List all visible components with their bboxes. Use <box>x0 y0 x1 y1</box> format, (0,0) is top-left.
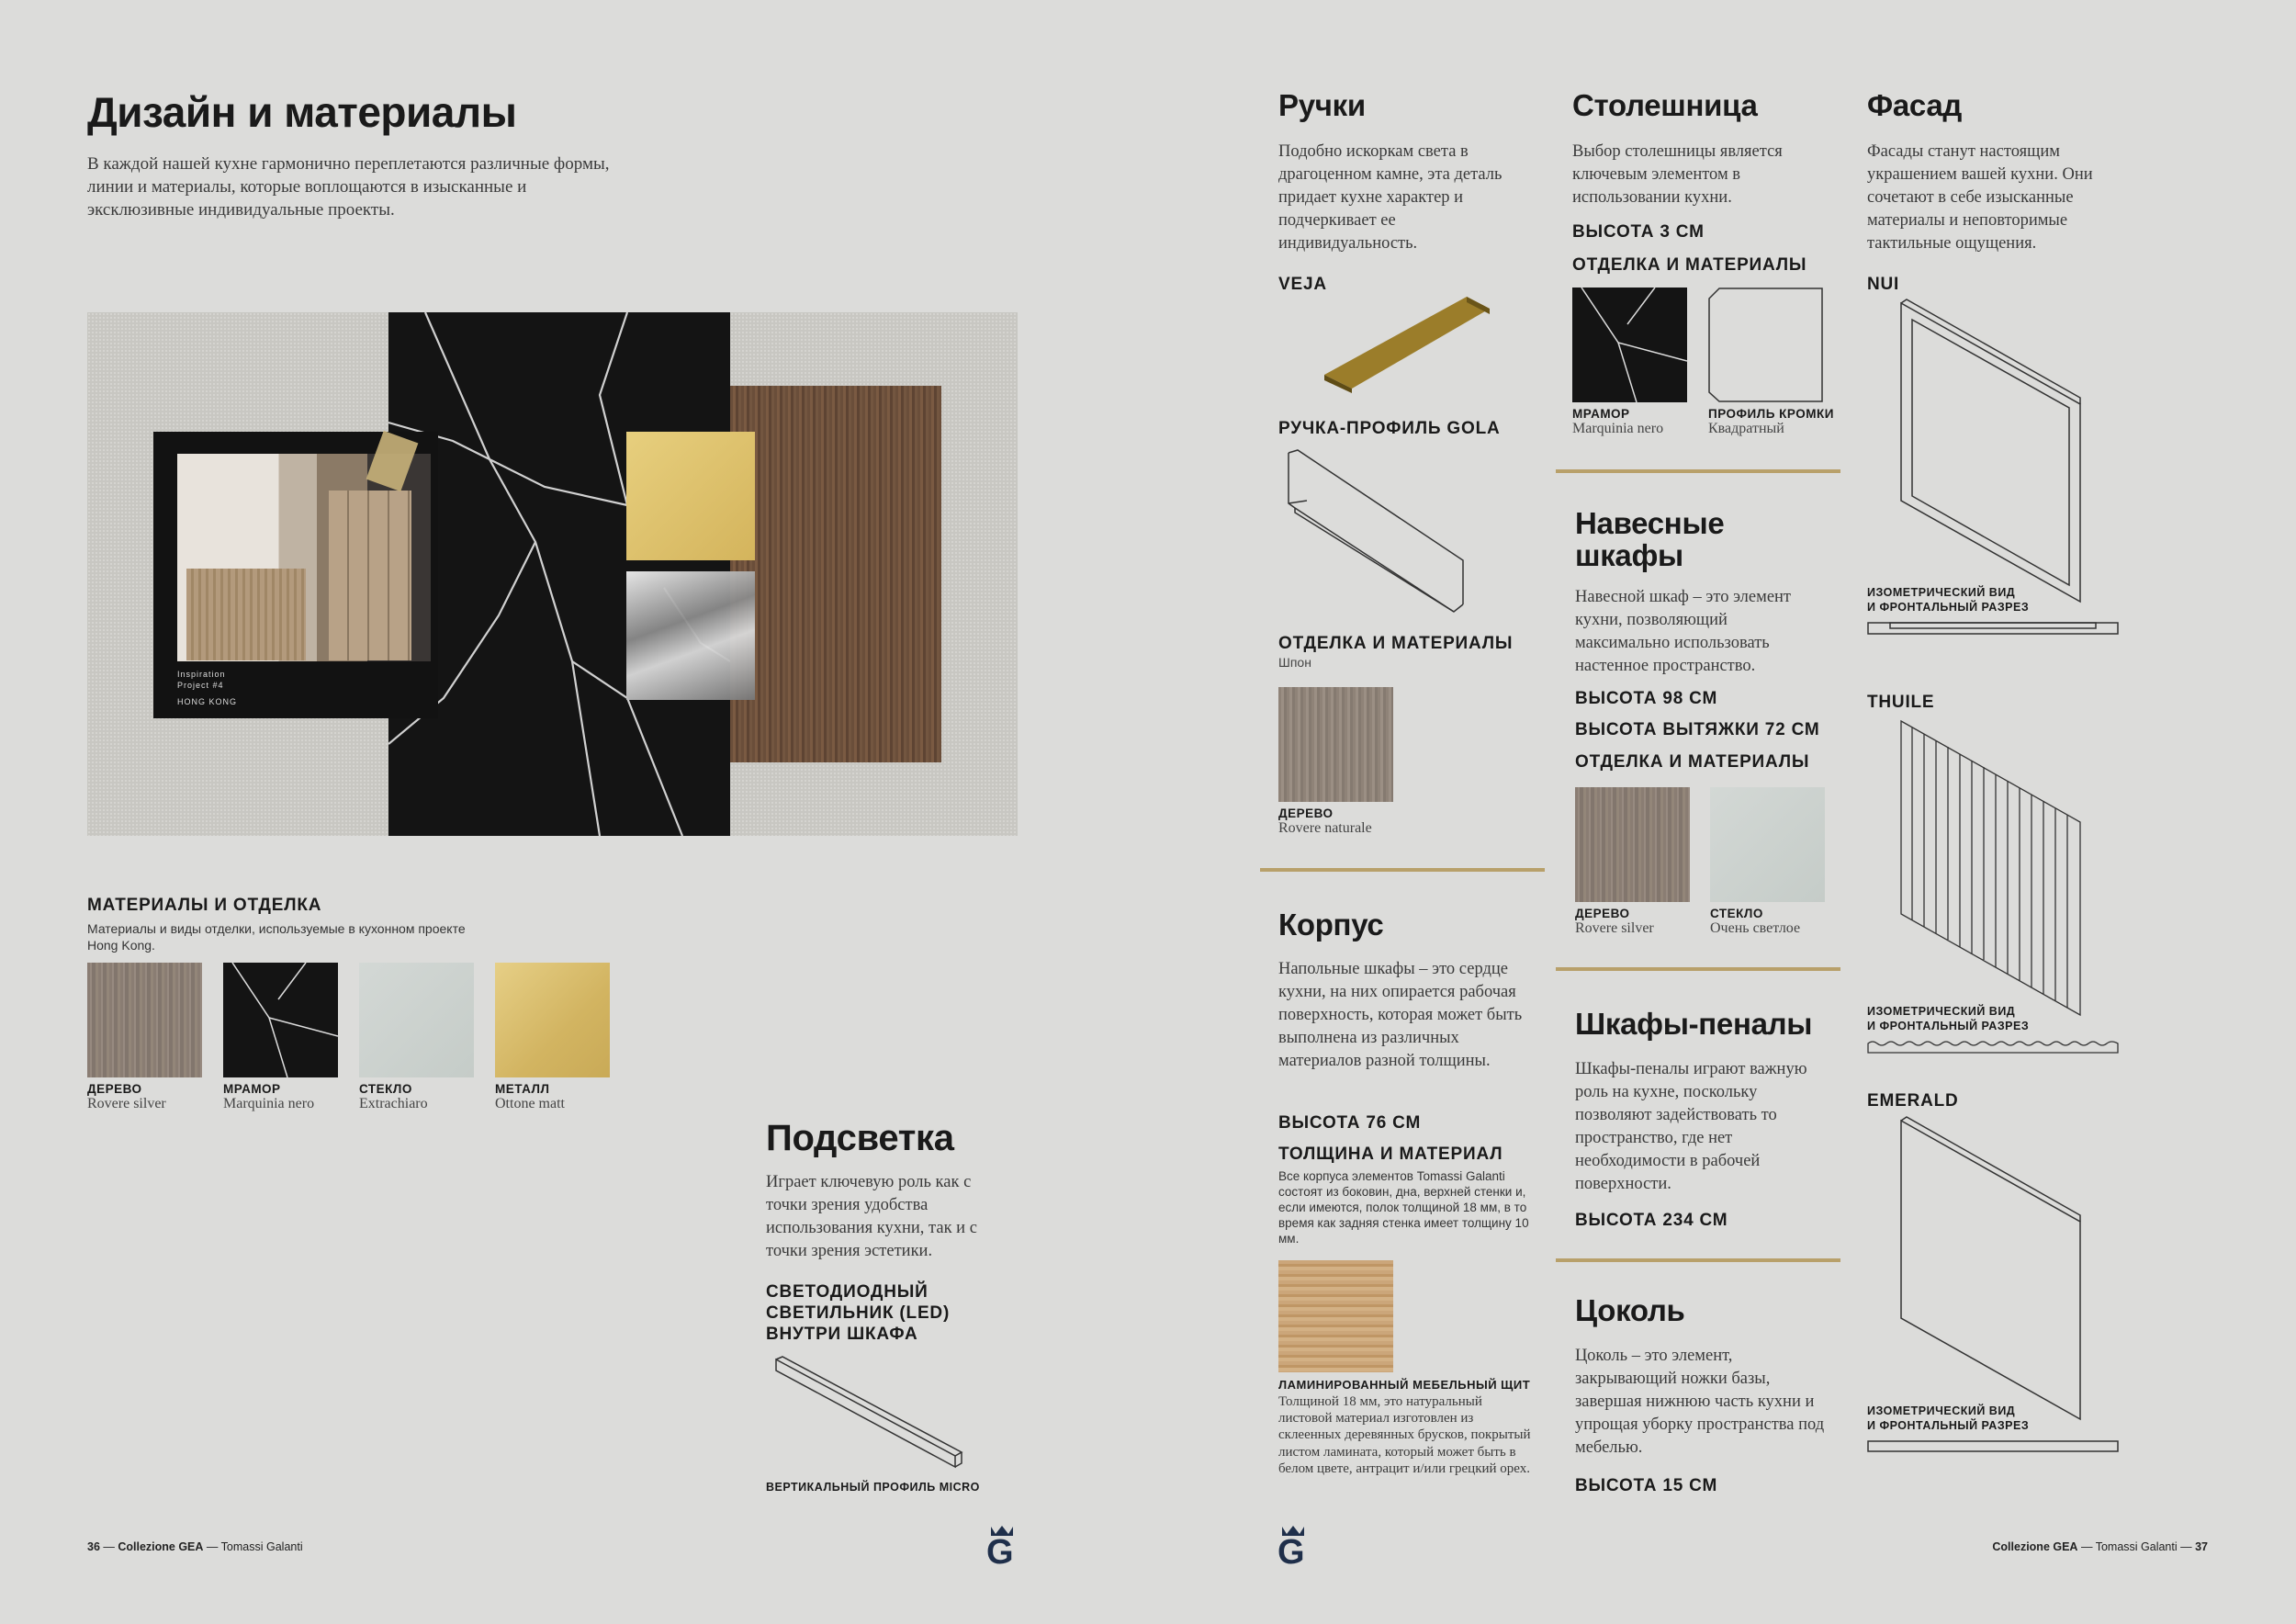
caption-line2: И ФРОНТАЛЬНЫЙ РАЗРЕЗ <box>1867 1020 2030 1032</box>
thuile-door-drawing <box>1892 712 2085 1020</box>
tall-units-text: Шкафы-пеналы играют важную роль на кухне, поскольку позволяют задействовать то пространство, где нет необходимости в рабочей поверхности. <box>1575 1060 1807 1193</box>
wall-units-finish-title: ОТДЕЛКА И МАТЕРИАЛЫ <box>1575 752 1810 772</box>
countertop-height: ВЫСОТА 3 СМ <box>1572 222 1705 242</box>
swatch-glass <box>359 963 474 1077</box>
logo-letter: G <box>986 1533 1014 1572</box>
caption-line2: И ФРОНТАЛЬНЫЙ РАЗРЕЗ <box>1867 1419 2030 1432</box>
square-edge-profile-drawing <box>1708 288 1824 403</box>
footer-brand: Tomassi Galanti <box>2095 1540 2178 1553</box>
wall-units-text: Навесной шкаф – это элемент кухни, позволяющий максимально использовать настенное пространство. <box>1575 588 1792 675</box>
wall-units-title: Навесные шкафы <box>1575 506 1725 572</box>
body-height: ВЫСОТА 76 СМ <box>1278 1113 1422 1133</box>
swatch-caption <box>87 1082 166 1112</box>
handles-finish-title: ОТДЕЛКА И МАТЕРИАЛЫ <box>1278 634 1514 653</box>
footer-brand: Tomassi Galanti <box>220 1540 303 1553</box>
swatch-label: СТЕКЛО <box>359 1082 412 1096</box>
walnut-wood-sample <box>730 386 941 762</box>
swatch-label: МРАМОР <box>1572 407 1630 421</box>
body-title: Корпус <box>1278 908 1384 942</box>
swatch-label: МРАМОР <box>223 1082 281 1096</box>
wall-units-height: ВЫСОТА 98 СМ <box>1575 689 1718 708</box>
page-number: 37 <box>2195 1540 2208 1553</box>
inspiration-card <box>153 432 438 718</box>
lighting-text: Играет ключевую роль как с точки зрения удобства использования кухни, так и с точки зрения эстетики. <box>766 1173 977 1260</box>
caption-line1: ИЗОМЕТРИЧЕСКИЙ ВИД <box>1867 1005 2016 1018</box>
facade-caption <box>1867 1404 2029 1433</box>
led-title: СВЕТОДИОДНЫЙ СВЕТИЛЬНИК (LED) ВНУТРИ ШКАФА <box>766 1282 951 1344</box>
swatch-value: Ottone matt <box>495 1096 565 1111</box>
swatch-caption <box>223 1082 314 1112</box>
swatch-caption <box>1575 907 1654 937</box>
swatch-marquinia-nero <box>1572 288 1687 402</box>
swatch-wood <box>87 963 202 1077</box>
thuile-label: THUILE <box>1867 693 1935 712</box>
nui-label: NUI <box>1867 275 1900 294</box>
swatch-label: ДЕРЕВО <box>1575 907 1630 920</box>
plinth-text: Цоколь – это элемент, закрывающий ножки базы, завершая нижнюю часть кухни и упрощая уборку пространства под мебелью. <box>1575 1347 1825 1457</box>
body-text: Напольные шкафы – это сердце кухни, на них опирается рабочая поверхность, которая может быть выполнена из различных материалов разной толщины. <box>1278 960 1523 1070</box>
tall-units-height: ВЫСОТА 234 СМ <box>1575 1211 1728 1230</box>
veja-handle-drawing <box>1315 292 1499 393</box>
swatch-rovere-naturale <box>1278 687 1393 802</box>
materials-subtitle: Материалы и виды отделки, используемые в кухонном проекте Hong Kong. <box>87 921 466 953</box>
footer-collection: Collezione GEA <box>1992 1540 2078 1553</box>
swatch-caption <box>359 1082 428 1112</box>
gola-label: РУЧКА-ПРОФИЛЬ GOLA <box>1278 419 1501 438</box>
handles-finish-sub: Шпон <box>1278 655 1311 670</box>
handles-title: Ручки <box>1278 88 1366 122</box>
page-number: 36 <box>87 1540 100 1553</box>
card-city: HONG KONG <box>177 697 238 706</box>
moodboard-image <box>87 312 1018 836</box>
swatch-glass-light <box>1710 787 1825 902</box>
micro-profile-label: ВЕРТИКАЛЬНЫЙ ПРОФИЛЬ MICRO <box>766 1481 980 1494</box>
swatch-marble <box>223 963 338 1077</box>
nui-door-drawing <box>1892 294 2085 606</box>
caption-line1: ИЗОМЕТРИЧЕСКИЙ ВИД <box>1867 586 2016 599</box>
nui-section-drawing <box>1867 620 2120 638</box>
footer-collection: Collezione GEA <box>118 1540 204 1553</box>
facade-caption <box>1867 1004 2029 1033</box>
countertop-title: Столешница <box>1572 88 1758 122</box>
materials-title: МАТЕРИАЛЫ И ОТДЕЛКА <box>87 896 322 915</box>
hood-height: ВЫСОТА ВЫТЯЖКИ 72 СМ <box>1575 720 1820 739</box>
lam-label: ЛАМИНИРОВАННЫЙ МЕБЕЛЬНЫЙ ЩИТ <box>1278 1378 1531 1392</box>
swatch-label: СТЕКЛО <box>1710 907 1763 920</box>
swatch-value: Квадратный <box>1708 421 1784 436</box>
card-line1: Inspiration <box>177 670 226 679</box>
countertop-text: Выбор столешницы является ключевым элементом в использовании кухни. <box>1572 142 1783 207</box>
caption-line2: И ФРОНТАЛЬНЫЙ РАЗРЕЗ <box>1867 601 2030 614</box>
swatch-value: Marquinia nero <box>223 1096 315 1111</box>
logo-letter: G <box>1277 1533 1305 1572</box>
emerald-label: EMERALD <box>1867 1091 1959 1111</box>
veja-label: VEJA <box>1278 275 1327 294</box>
tall-units-title: Шкафы-пеналы <box>1575 1007 1813 1041</box>
facade-title: Фасад <box>1867 88 1963 122</box>
swatch-caption <box>495 1082 565 1112</box>
swatch-caption <box>1278 806 1372 837</box>
gola-profile-drawing <box>1284 448 1477 614</box>
gold-divider <box>1556 967 1840 971</box>
handles-text: Подобно искоркам света в драгоценном камне, эта деталь придает кухне характер и подчеркивает ее индивидуальность. <box>1278 142 1503 253</box>
swatch-value: Extrachiaro <box>359 1096 428 1111</box>
lam-text: Толщиной 18 мм, это натуральный листовой материал изготовлен из склеенных деревянных брусков, покрытый листом ламината, который может быть в белом цвете, антрацит и/или грецкий орех. <box>1278 1394 1531 1476</box>
emerald-door-drawing <box>1892 1111 2085 1424</box>
gold-divider <box>1556 469 1840 473</box>
swatch-value: Rovere silver <box>1575 920 1654 936</box>
swatch-label: ПРОФИЛЬ КРОМКИ <box>1708 407 1834 421</box>
brand-logo-icon <box>985 1525 1019 1571</box>
swatch-label: МЕТАЛЛ <box>495 1082 550 1096</box>
countertop-finish-title: ОТДЕЛКА И МАТЕРИАЛЫ <box>1572 255 1807 275</box>
swatch-rovere-silver <box>1575 787 1690 902</box>
swatch-value: Очень светлое <box>1710 920 1801 936</box>
swatch-value: Marquinia nero <box>1572 421 1664 436</box>
facade-caption <box>1867 585 2029 615</box>
page-title: Дизайн и материалы <box>87 88 517 136</box>
swatch-caption <box>1708 407 1834 437</box>
gold-divider <box>1556 1258 1840 1262</box>
facade-text: Фасады станут настоящим украшением вашей кухни. Они сочетают в себе изысканные материалы и неповторимые тактильные ощущения. <box>1867 142 2093 253</box>
card-line2: Project #4 <box>177 681 224 690</box>
swatch-laminated-board <box>1278 1260 1393 1372</box>
glass-sample <box>626 571 755 700</box>
intro-text: В каждой нашей кухне гармонично переплетаются различные формы, линии и материалы, которые воплощаются в изысканные и эксклюзивные индивидуальные проекты. <box>87 154 610 220</box>
lighting-title: Подсветка <box>766 1118 954 1158</box>
thuile-section-drawing <box>1867 1040 2120 1058</box>
swatch-caption <box>1710 907 1800 937</box>
plinth-title: Цоколь <box>1575 1293 1685 1327</box>
swatch-label: ДЕРЕВО <box>1278 806 1334 820</box>
swatch-value: Rovere silver <box>87 1096 166 1111</box>
brand-logo-icon <box>1277 1525 1310 1571</box>
thickness-title: ТОЛЩИНА И МАТЕРИАЛ <box>1278 1145 1503 1164</box>
gold-divider <box>1260 868 1545 872</box>
swatch-value: Rovere naturale <box>1278 820 1372 836</box>
caption-line1: ИЗОМЕТРИЧЕСКИЙ ВИД <box>1867 1404 2016 1417</box>
thickness-text: Все корпуса элементов Tomassi Galanti состоят из боковин, дна, верхней стенки и, если имеются, полок толщиной 18 мм, в то время как задняя стенка имеет толщину 10 мм. <box>1278 1169 1529 1246</box>
swatch-label: ДЕРЕВО <box>87 1082 142 1096</box>
emerald-section-drawing <box>1867 1438 2120 1455</box>
swatch-metal <box>495 963 610 1077</box>
plinth-height: ВЫСОТА 15 СМ <box>1575 1476 1718 1495</box>
swatch-caption <box>1572 407 1663 437</box>
brass-sample <box>626 432 755 560</box>
led-profile-drawing <box>771 1355 964 1474</box>
footer-right: Collezione GEA — Tomassi Galanti — 37 <box>1992 1540 2208 1553</box>
footer-left: 36 — Collezione GEA — Tomassi Galanti <box>87 1540 303 1553</box>
